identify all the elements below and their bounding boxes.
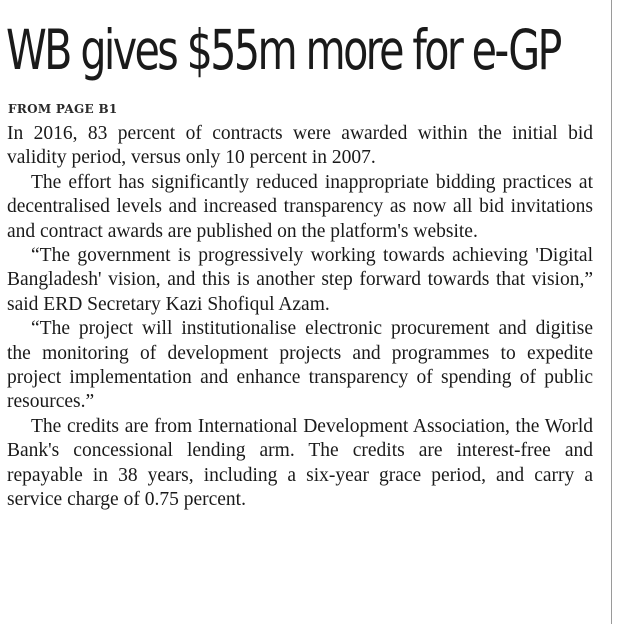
paragraph: “The project will institutionalise electronic procurement and digitise the monitoring of development projects and programmes to expedite project implementation and enhance transparency of spending of public resources.” — [7, 318, 593, 413]
article-body — [7, 122, 593, 513]
paragraph: In 2016, 83 percent of contracts were awarded within the initial bid validity period, versus only 10 percent in 2007. — [7, 123, 593, 169]
headline: WB gives $55m more for e-GP — [6, 18, 560, 82]
paragraph: The credits are from International Development Association, the World Bank's concessional lending arm. The credits are interest-free and repayable in 38 years, including a six-year grace period, and carry a service charge of 0.75 percent. — [7, 415, 593, 511]
paragraph: The effort has significantly reduced inappropriate bidding practices at decentralised levels and increased transparency as now all bid invitations and contract awards are published on the platform's website. — [7, 171, 593, 242]
jump-line: FROM PAGE B1 — [8, 102, 118, 116]
paragraph: “The government is progressively working towards achieving 'Digital Bangladesh' vision, and this is another step forward towards that vision,” said ERD Secretary Kazi Shofiqul Azam. — [7, 245, 593, 315]
column-rule — [611, 0, 612, 624]
